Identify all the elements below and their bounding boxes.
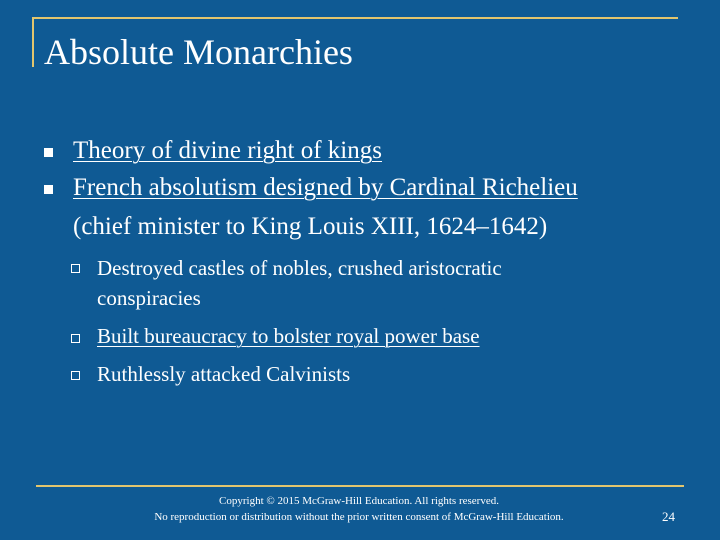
bullet-text-continuation: (chief minister to King Louis XIII, 1624–1642) (73, 213, 548, 240)
title-frame-top (32, 17, 678, 19)
footer-divider (36, 485, 684, 487)
bullet-square-icon (44, 185, 53, 194)
title-frame-left (32, 17, 34, 67)
subbullet-hollow-square-icon (71, 264, 80, 273)
footer-copyright: Copyright © 2015 McGraw-Hill Education. All rights reserved. (219, 495, 499, 507)
subbullet-text-continuation: conspiracies (97, 286, 201, 310)
footer-notice: No reproduction or distribution without the prior written consent of McGraw-Hill Education. (154, 511, 564, 523)
subbullet-text: Destroyed castles of nobles, crushed aristocratic (97, 256, 502, 280)
subbullet-text: Ruthlessly attacked Calvinists (97, 362, 351, 386)
page-number: 24 (662, 509, 675, 524)
bullet-text: Theory of divine right of kings (73, 137, 382, 164)
subbullet-hollow-square-icon (71, 334, 80, 343)
subbullet-hollow-square-icon (71, 371, 80, 380)
bullet-square-icon (44, 148, 53, 157)
subbullet-text: Built bureaucracy to bolster royal power base (97, 324, 480, 348)
slide-title: Absolute Monarchies (44, 32, 353, 72)
bullet-text: French absolutism designed by Cardinal Richelieu (73, 174, 578, 201)
